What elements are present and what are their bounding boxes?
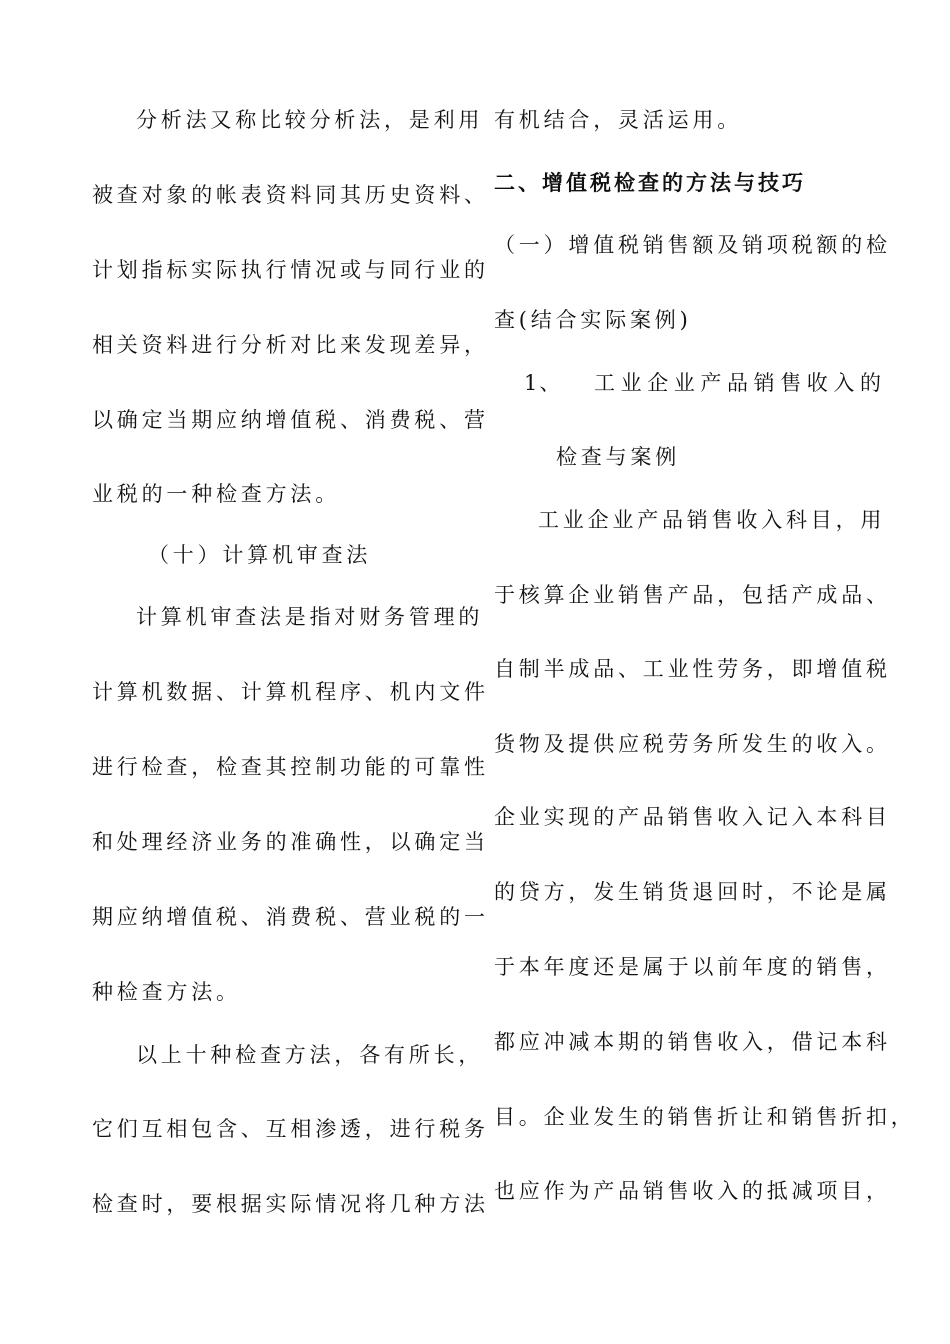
paragraph-line: 期应纳增值税、消费税、营业税的一 <box>92 905 489 929</box>
list-item-title: 工业企业产品销售收入的 <box>594 371 887 395</box>
paragraph-line: 和处理经济业务的准确性，以确定当 <box>92 830 489 854</box>
paragraph-line: 以确定当期应纳增值税、消费税、营 <box>92 408 489 432</box>
paragraph-line: 相关资料进行分析对比来发现差异， <box>92 333 489 357</box>
paragraph-line: 计算机数据、计算机程序、机内文件 <box>92 680 489 704</box>
paragraph-line: 它们互相包含、互相渗透，进行税务 <box>92 1117 489 1141</box>
list-item-title-cont: 检查与案例 <box>556 445 680 469</box>
paragraph-line: 目。企业发生的销售折让和销售折扣， <box>494 1105 916 1129</box>
paragraph-line: 业税的一种检查方法。 <box>92 482 340 506</box>
paragraph-line: 工业企业产品销售收入科目，用 <box>538 508 886 532</box>
paragraph-line: 于本年度还是属于以前年度的销售， <box>494 955 891 979</box>
paragraph-line: 都应冲减本期的销售收入，借记本科 <box>494 1030 891 1054</box>
paragraph-line: 种检查方法。 <box>92 980 241 1004</box>
paragraph-line: 检查时，要根据实际情况将几种方法 <box>92 1192 489 1216</box>
subsection-heading-cont: 查(结合实际案例) <box>494 308 692 332</box>
paragraph-line: 也应作为产品销售收入的抵减项目， <box>494 1179 891 1203</box>
subsection-heading: （一）增值税销售额及销项税额的检 <box>494 233 891 257</box>
paragraph-line: 计算机审查法是指对财务管理的 <box>136 605 484 629</box>
paragraph-line: 自制半成品、工业性劳务，即增值税 <box>494 657 891 681</box>
paragraph-line: 进行检查，检查其控制功能的可靠性 <box>92 755 489 779</box>
list-number: 1、 <box>524 371 563 395</box>
section-heading: （十）计算机审查法 <box>148 543 372 567</box>
paragraph-line: 的贷方，发生销货退回时，不论是属 <box>494 880 891 904</box>
paragraph-line: 分析法又称比较分析法，是利用 <box>136 108 484 132</box>
section-heading: 二、增值税检查的方法与技巧 <box>494 170 806 195</box>
paragraph-line: 计划指标实际执行情况或与同行业的 <box>92 258 489 282</box>
paragraph-line: 有机结合，灵活运用。 <box>494 108 742 132</box>
paragraph-line: 货物及提供应税劳务所发生的收入。 <box>494 732 891 756</box>
paragraph-line: 于核算企业销售产品，包括产成品、 <box>494 583 891 607</box>
paragraph-line: 企业实现的产品销售收入记入本科目 <box>494 805 891 829</box>
paragraph-line: 被查对象的帐表资料同其历史资料、 <box>92 183 489 207</box>
paragraph-line: 以上十种检查方法，各有所长， <box>136 1043 484 1067</box>
